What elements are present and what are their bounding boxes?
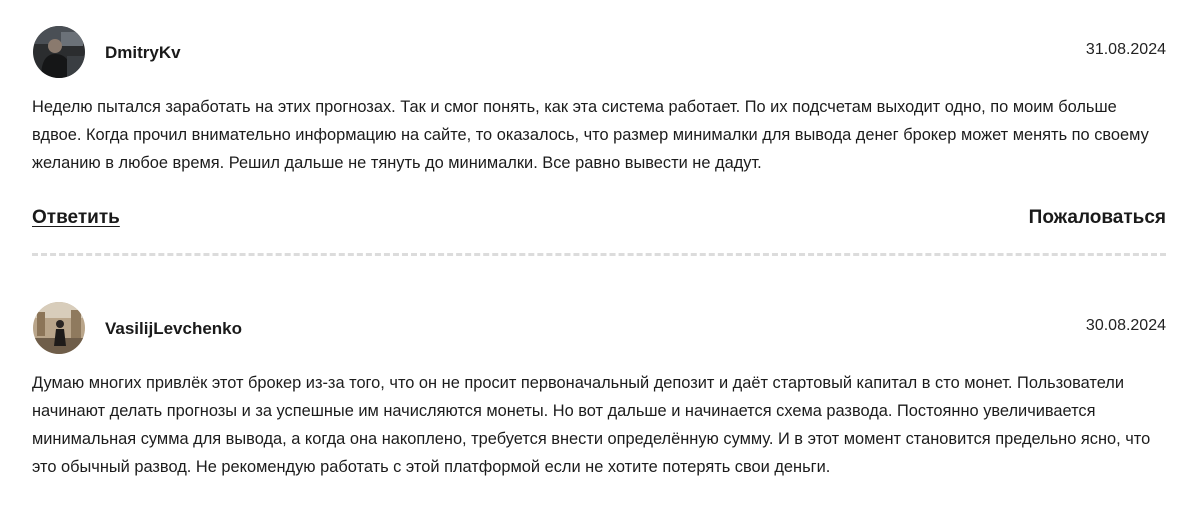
comment-item (32, 0, 1166, 228)
comment-header (32, 276, 1166, 354)
comment-text: Неделю пытался заработать на этих прогнозах. Так и смог понять, как эта система работает. По их подсчетам выходит одно, по моим больше вдвое. Когда прочил внимательно информацию на сайте, то оказалось, что размер минималки для вывода денег брокер может менять по своему желанию в любое время. Решил дальше не тянуть до минималки. Все равно вывести не дадут. (32, 98, 1149, 172)
author-name: VasilijLevchenko (105, 319, 243, 338)
user-photo-icon (33, 302, 85, 354)
report-link[interactable]: Пожаловаться (1028, 207, 1166, 228)
comment-item (32, 276, 1166, 476)
comment-date: 30.08.2024 (1085, 317, 1166, 334)
comment-actions (32, 207, 1166, 235)
comment-divider (32, 253, 1166, 256)
comment-header (32, 0, 1166, 78)
avatar[interactable] (33, 26, 85, 78)
user-photo-icon (33, 26, 85, 78)
comment-text: Думаю многих привлёк этот брокер из-за того, что он не просит первоначальный депозит и даёт стартовый капитал в сто монет. Пользователи начинают делать прогнозы и за успешные им начисляются монеты. Но вот дальше и начинается схема развода. Постоянно увеличивается минимальная сумма для вывода, а когда она накоплено, требуется внести определённую сумму. И в этот момент становится предельно ясно, что это обычный развод. Не рекомендую работать с этой платформой если не хотите потерять свои деньги. (32, 374, 1151, 476)
author-name: DmitryKv (105, 43, 181, 62)
avatar[interactable] (33, 302, 85, 354)
comment-date: 31.08.2024 (1085, 41, 1166, 58)
reply-link[interactable]: Ответить (32, 207, 120, 228)
